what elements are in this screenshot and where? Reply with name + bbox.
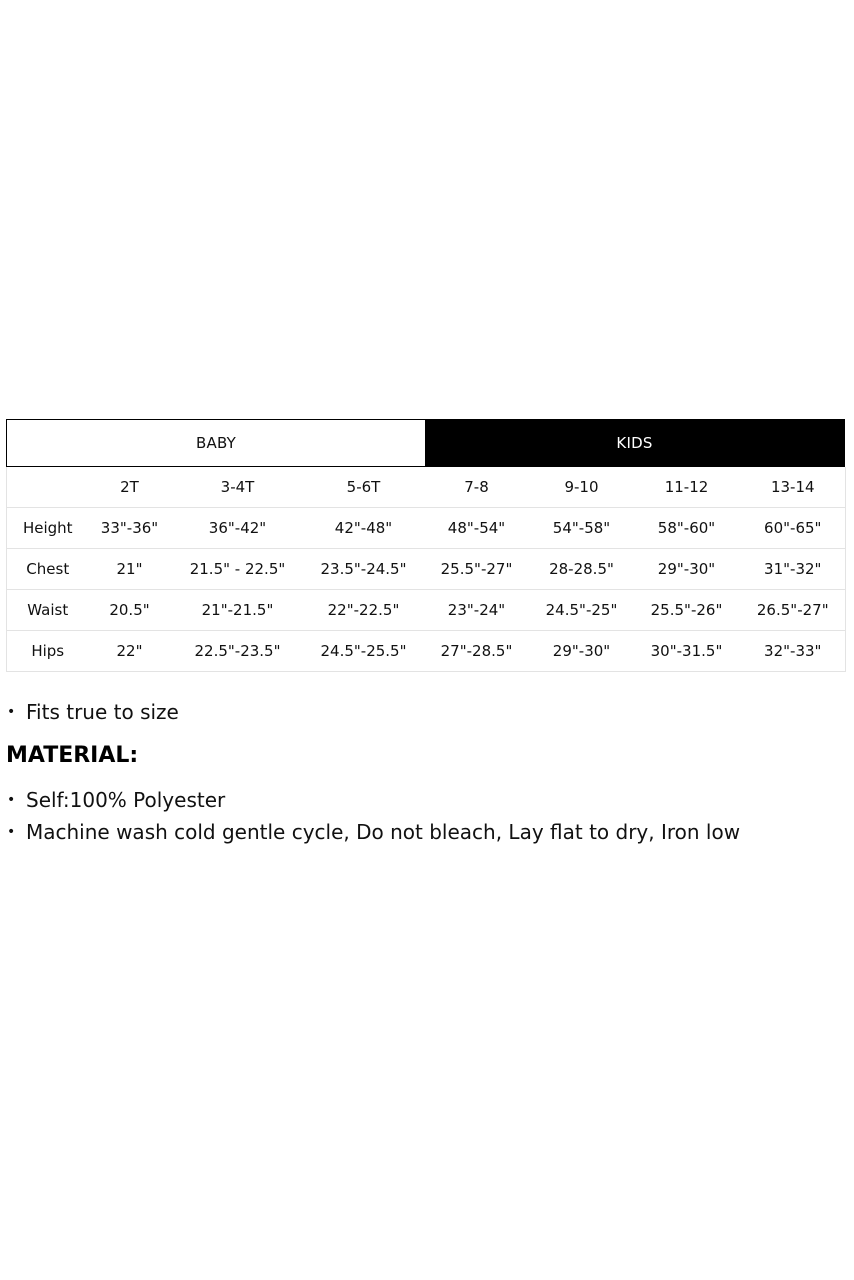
- product-notes: [6, 696, 846, 848]
- size-header: 11-12: [633, 467, 741, 508]
- material-list: [6, 784, 846, 848]
- row-label: Chest: [7, 549, 89, 590]
- bullet-icon: •: [7, 704, 16, 720]
- table-cell: 21.5" - 22.5": [171, 549, 305, 590]
- table-row: [7, 631, 846, 672]
- table-cell: 23.5"-24.5": [305, 549, 423, 590]
- table-cell: 30"-31.5": [633, 631, 741, 672]
- size-header: 13-14: [741, 467, 846, 508]
- table-cell: 22"-22.5": [305, 590, 423, 631]
- size-header-row: [7, 467, 846, 508]
- size-header: 9-10: [531, 467, 633, 508]
- table-cell: 58"-60": [633, 508, 741, 549]
- list-item: [6, 816, 846, 848]
- tab-kids[interactable]: [425, 420, 844, 466]
- table-cell: 22": [89, 631, 171, 672]
- table-cell: 23"-24": [423, 590, 531, 631]
- size-table: [6, 467, 846, 672]
- size-header: 2T: [89, 467, 171, 508]
- bullet-icon: •: [7, 824, 16, 840]
- table-cell: 27"-28.5": [423, 631, 531, 672]
- table-cell: 60"-65": [741, 508, 846, 549]
- tab-baby-label: BABY: [196, 434, 236, 452]
- table-cell: 21"-21.5": [171, 590, 305, 631]
- size-tabs: [6, 419, 845, 467]
- table-cell: 24.5"-25": [531, 590, 633, 631]
- table-cell: 26.5"-27": [741, 590, 846, 631]
- material-heading: MATERIAL:: [6, 743, 139, 768]
- table-row: [7, 590, 846, 631]
- table-cell: 25.5"-26": [633, 590, 741, 631]
- table-cell: 33"-36": [89, 508, 171, 549]
- list-item: [6, 696, 846, 728]
- table-cell: 22.5"-23.5": [171, 631, 305, 672]
- row-label: Height: [7, 508, 89, 549]
- table-cell: 31"-32": [741, 549, 846, 590]
- size-header: 3-4T: [171, 467, 305, 508]
- size-header: 7-8: [423, 467, 531, 508]
- corner-cell: [7, 467, 89, 508]
- table-cell: 21": [89, 549, 171, 590]
- table-cell: 28-28.5": [531, 549, 633, 590]
- bullet-icon: •: [7, 792, 16, 808]
- fit-notes-list: [6, 696, 846, 728]
- tab-baby[interactable]: [7, 420, 425, 466]
- table-cell: 24.5"-25.5": [305, 631, 423, 672]
- table-row: [7, 549, 846, 590]
- row-label: Hips: [7, 631, 89, 672]
- row-label: Waist: [7, 590, 89, 631]
- table-cell: 20.5": [89, 590, 171, 631]
- table-cell: 36"-42": [171, 508, 305, 549]
- size-chart: [6, 419, 845, 672]
- table-cell: 48"-54": [423, 508, 531, 549]
- material-item-text: Self:100% Polyester: [26, 788, 226, 812]
- size-header: 5-6T: [305, 467, 423, 508]
- tab-kids-label: KIDS: [616, 434, 653, 452]
- table-cell: 29"-30": [633, 549, 741, 590]
- list-item: [6, 784, 846, 816]
- table-cell: 25.5"-27": [423, 549, 531, 590]
- table-cell: 42"-48": [305, 508, 423, 549]
- fit-note-text: Fits true to size: [26, 700, 179, 724]
- table-cell: 54"-58": [531, 508, 633, 549]
- table-cell: 29"-30": [531, 631, 633, 672]
- table-row: [7, 508, 846, 549]
- care-item-text: Machine wash cold gentle cycle, Do not bleach, Lay flat to dry, Iron low: [26, 820, 741, 844]
- table-cell: 32"-33": [741, 631, 846, 672]
